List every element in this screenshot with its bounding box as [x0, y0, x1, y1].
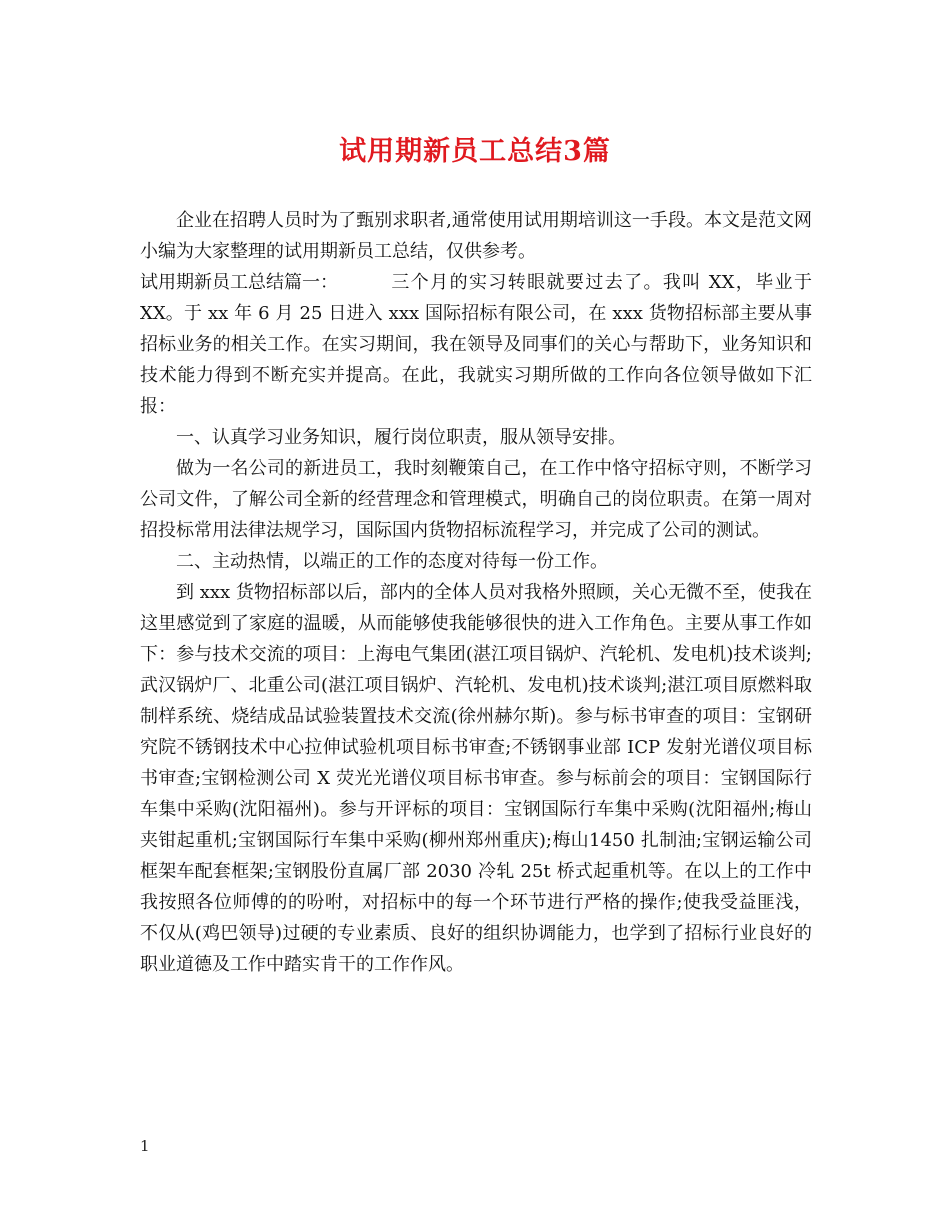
chapter-heading: 试用期新员工总结篇一： [140, 272, 338, 293]
document-body [140, 205, 812, 980]
section-1-body: 做为一名公司的新进员工，我时刻鞭策自己，在工作中恪守招标守则，不断学习公司文件，了解公司全新的经营理念和管理模式，明确自己的岗位职责。在第一周对招投标常用法律法规学习，国际国内货物招标流程学习，并完成了公司的测试。 [140, 458, 812, 541]
section-2-heading: 二、主动热情，以端正的工作的态度对待每一份工作。 [176, 551, 608, 572]
chapter-first-paragraph: 三个月的实习转眼就要过去了。我叫 XX，毕业于XX。于 xx 年 6 月 25 日进入 xxx 国际招标有限公司，在 xxx 货物招标部主要从事招标业务的相关工作。在实习期间，我在领导及同事们的关心与帮助下，业务知识和技术能力得到不断充实并提高。在此，我就实习期所做的工作向各位领导做如下汇报： [140, 272, 812, 417]
document-title: 试用期新员工总结3篇 [339, 136, 611, 167]
section-1-heading: 一、认真学习业务知识，履行岗位职责，服从领导安排。 [176, 427, 626, 448]
section-2-body: 到 xxx 货物招标部以后，部内的全体人员对我格外照顾，关心无微不至，使我在这里感觉到了家庭的温暖，从而能够使我能够很快的进入工作角色。主要从事工作如下：参与技术交流的项目：上海电气集团(湛江项目锅炉、汽轮机、发电机)技术谈判;武汉锅炉厂、北重公司(湛江项目锅炉、汽轮机、发电机)技术谈判;湛江项目原燃料取制样系统、烧结成品试验装置技术交流(徐州赫尔斯)。参与标书审查的项目：宝钢研究院不锈钢技术中心拉伸试验机项目标书审查;不锈钢事业部 ICP 发射光谱仪项目标书审查;宝钢检测公司 X 荧光光谱仪项目标书审查。参与标前会的项目：宝钢国际行车集中采购(沈阳福州)。参与开评标的项目：宝钢国际行车集中采购(沈阳福州;梅山夹钳起重机;宝钢国际行车集中采购(柳州郑州重庆);梅山1450 扎制油;宝钢运输公司框架车配套框架;宝钢股份直属厂部 2030 冷轧 25t 桥式起重机等。在以上的工作中我按照各位师傅的的吩咐，对招标中的每一个环节进行严格的操作;使我受益匪浅，不仅从(鸡巴领导)过硬的专业素质、良好的组织协调能力，也学到了招标行业良好的职业道德及工作中踏实肯干的工作作风。 [140, 582, 812, 975]
chapter-paragraph [140, 267, 812, 422]
intro-paragraph: 企业在招聘人员时为了甄别求职者,通常使用试用期培训这一手段。本文是范文网小编为大家整理的试用期新员工总结，仅供参考。 [140, 210, 812, 262]
page-number: 1 [140, 1137, 150, 1155]
